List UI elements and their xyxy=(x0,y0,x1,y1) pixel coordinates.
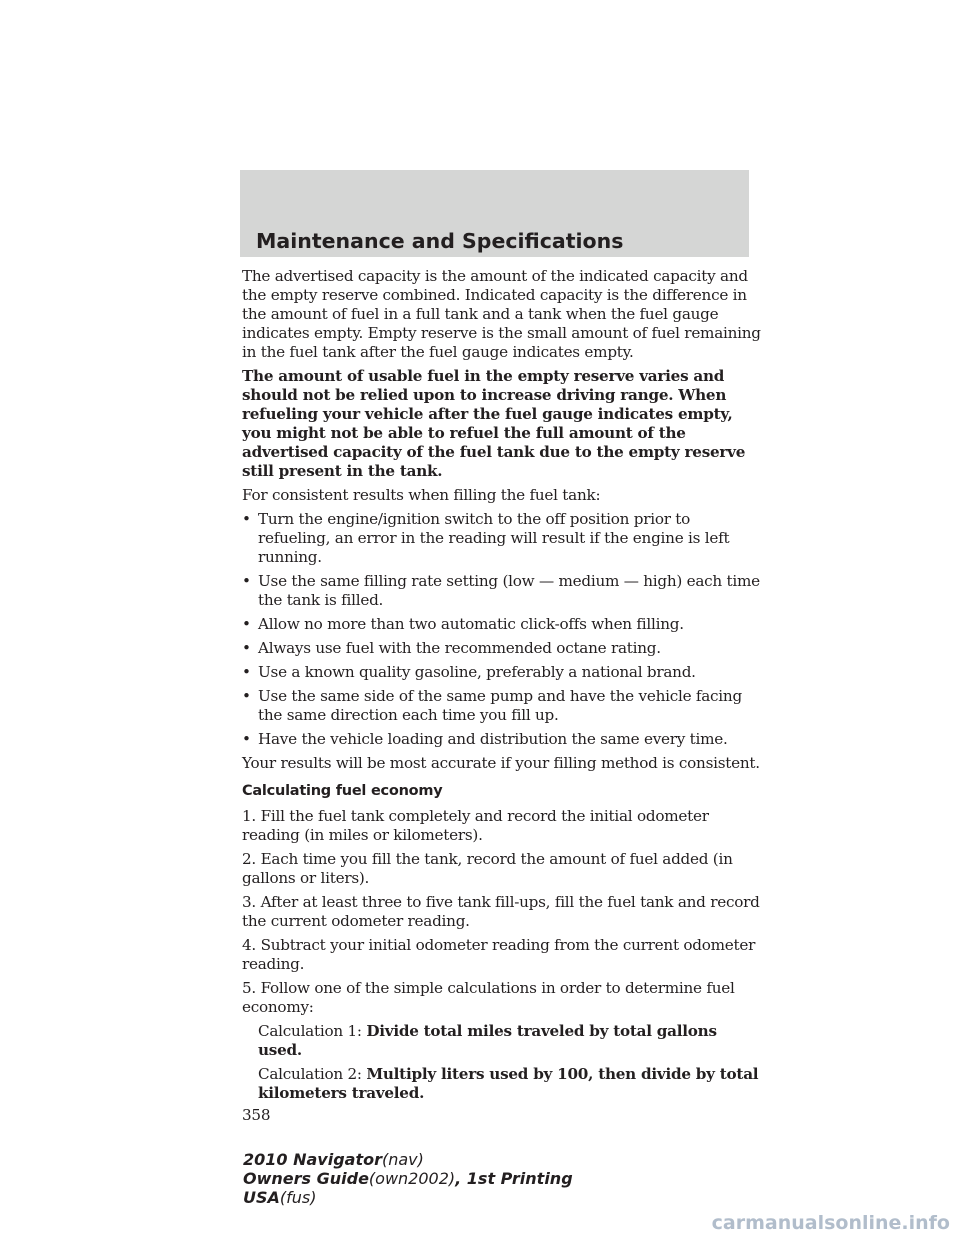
list-item: • Allow no more than two automatic click-offs when filling. xyxy=(242,615,684,633)
list-item: • Use the same filling rate setting (low — medium — high) each time the tank is filled. xyxy=(242,572,760,609)
step-5: 5. Follow one of the simple calculations in order to determine fuel economy: xyxy=(242,979,735,1016)
bullet-icon: • xyxy=(242,663,251,681)
calculation-1-label: Calculation 1: xyxy=(258,1022,362,1040)
capacity-paragraph: The advertised capacity is the amount of the indicated capacity and the empty reserve combined. Indicated capacity is the difference in the amount of fuel in a full tank and a tank when the fuel gauge indicates empty. Empty reserve is the small amount of fuel remaining in the fuel tank after the fuel gauge indicates empty. xyxy=(242,267,761,361)
page-content xyxy=(242,267,762,1125)
list-item: • Use a known quality gasoline, preferably a national brand. xyxy=(242,663,696,681)
list-item: • Have the vehicle loading and distribution the same every time. xyxy=(242,730,728,748)
calculation-1 xyxy=(242,1022,762,1060)
step-4: 4. Subtract your initial odometer reading from the current odometer reading. xyxy=(242,936,756,973)
bullet-icon: • xyxy=(242,639,251,657)
filling-tips-list xyxy=(242,510,762,749)
calculation-2-label: Calculation 2: xyxy=(258,1065,362,1083)
footer-line-1: 2010 Navigator(nav) xyxy=(243,1150,424,1169)
footer-line-2: Owners Guide(own2002), 1st Printing xyxy=(243,1169,573,1188)
empty-reserve-warning: The amount of usable fuel in the empty reserve varies and should not be relied upon to increase driving range. When refueling your vehicle after the fuel gauge indicates empty, you might not be able to refuel the full amount of the advertised capacity of the fuel tank due to the empty reserve still present in the tank. xyxy=(242,367,746,480)
list-item: • Turn the engine/ignition switch to the off position prior to refueling, an error in the reading will result if the engine is left running. xyxy=(242,510,730,566)
section-title: Maintenance and Specifications xyxy=(256,229,624,253)
consistency-note: Your results will be most accurate if your filling method is consistent. xyxy=(242,754,760,772)
bullet-icon: • xyxy=(242,687,251,705)
page-number: 358 xyxy=(242,1106,271,1124)
calculating-fuel-economy-heading: Calculating fuel economy xyxy=(242,783,443,799)
list-item: • Use the same side of the same pump and have the vehicle facing the same direction each time you fill up. xyxy=(242,687,742,724)
step-1: 1. Fill the fuel tank completely and record the initial odometer reading (in miles or kilometers). xyxy=(242,807,709,844)
bullet-icon: • xyxy=(242,615,251,633)
bullet-icon: • xyxy=(242,572,251,590)
calculation-1-text: Divide total miles traveled by total gallons used. xyxy=(258,1022,717,1059)
site-watermark: carmanualsonline.info xyxy=(711,1212,950,1234)
filling-intro: For consistent results when filling the fuel tank: xyxy=(242,486,601,504)
step-2: 2. Each time you fill the tank, record the amount of fuel added (in gallons or liters). xyxy=(242,850,733,887)
step-3: 3. After at least three to five tank fill-ups, fill the fuel tank and record the current odometer reading. xyxy=(242,893,760,930)
bullet-icon: • xyxy=(242,730,251,748)
calculation-2-text: Multiply liters used by 100, then divide by total kilometers traveled. xyxy=(258,1065,759,1102)
footer-line-3: USA(fus) xyxy=(243,1188,317,1207)
print-footer xyxy=(243,1150,573,1207)
calculation-2 xyxy=(242,1065,762,1103)
bullet-icon: • xyxy=(242,510,251,528)
list-item: • Always use fuel with the recommended octane rating. xyxy=(242,639,661,657)
